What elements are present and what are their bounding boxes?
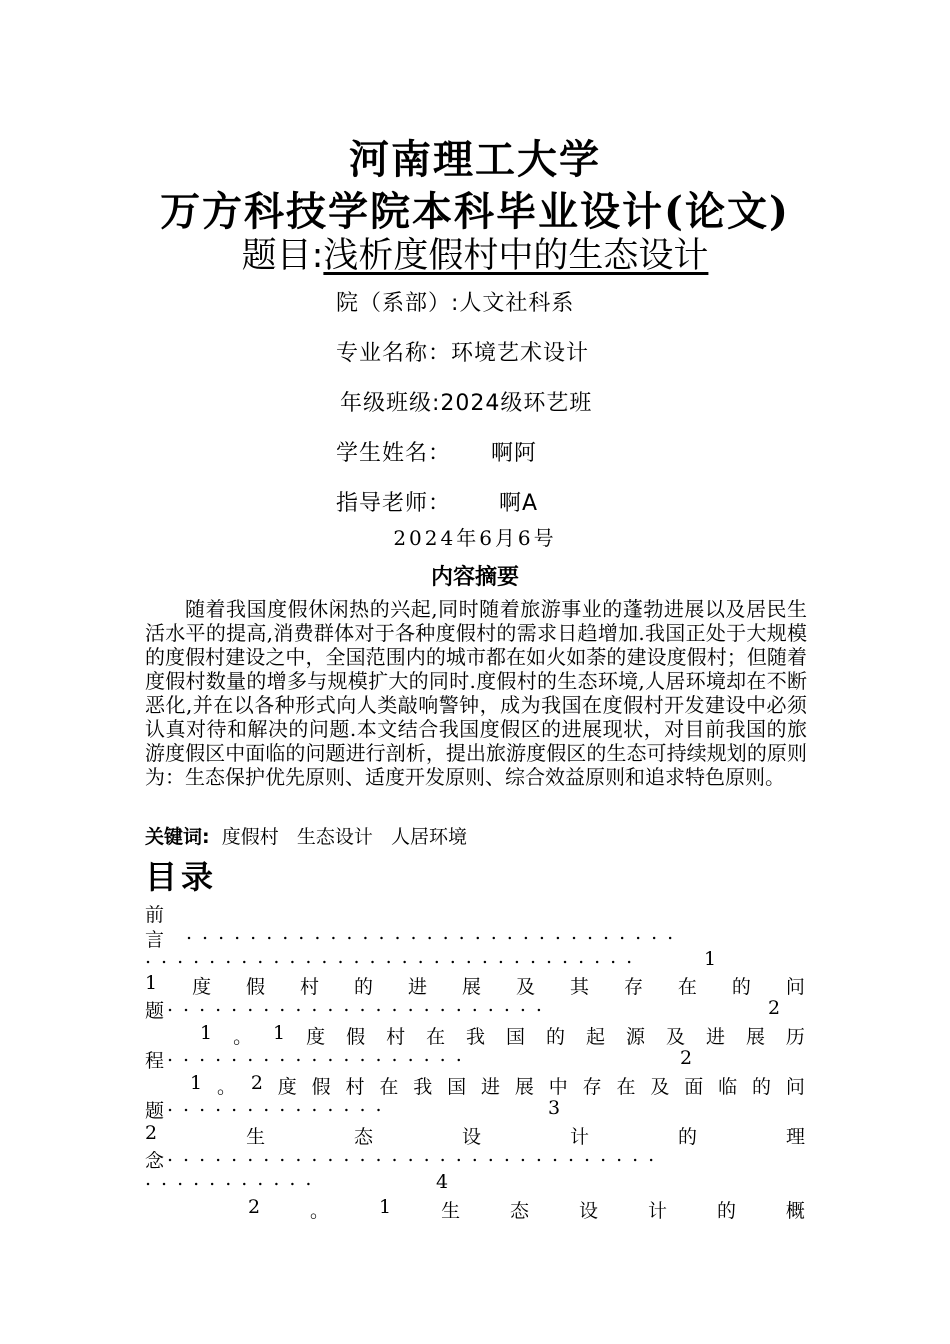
subject-label: 题目: (241, 236, 324, 276)
toc-entry-title: 1 度 假 村 的 进 展 及 其 存 在 的 问 (145, 972, 805, 998)
toc-dots: .............. (167, 1094, 392, 1116)
toc-entry-title: 题 (145, 1000, 165, 1022)
toc-entry-title: 题 (145, 1100, 165, 1122)
info-advisor: 指导老师： 啊A (336, 491, 539, 516)
thesis-date: 2024年6月6号 (393, 526, 557, 550)
toc-entry-title: 言 (145, 929, 165, 951)
toc-entry-title: 1 。 2 度 假 村 在 我 国 进 展 中 存 在 及 面 临 的 问 (190, 1072, 805, 1098)
toc-dots: ............................... (167, 1144, 665, 1166)
toc-dots: ........................ (167, 994, 552, 1016)
keywords-values: 度假村 生态设计 人居环境 (221, 826, 467, 848)
toc-page-number: 4 (436, 1171, 449, 1193)
toc-heading: 目录 (145, 858, 218, 896)
toc-dots: ........... (145, 1168, 322, 1190)
info-grade: 年级班级:2024级环艺班 (340, 391, 593, 416)
keywords-line (145, 822, 467, 849)
toc-page-number: 3 (548, 1097, 561, 1119)
abstract-paragraph: 随着我国度假休闲热的兴起,同时随着旅游事业的蓬勃进展以及居民生活水平的提高,消费群体对于各种度假村的需求日趋增加.我国正处于大规模的度假村建设之中，全国范围内的城市都在如火如荼的建设度假村；但随着度假村数量的增多与规模扩大的同时.度假村的生态环境,人居环境却在不断恶化,并在以各种形式向人类敲响警钟，成为我国在度假村开发建设中必须认真对待和解决的问题.本文结合我国度假区的进展现状，对目前我国的旅游度假区中面临的问题进行剖析，提出旅游度假区的生态可持续规划的原则为：生态保护优先原则、适度开发原则、综合效益原则和追求特色原则。 (145, 597, 807, 789)
info-student: 学生姓名： 啊阿 (336, 441, 537, 466)
university-name: 河南理工大学 (349, 136, 601, 183)
info-major: 专业名称：环境艺术设计 (336, 341, 590, 366)
toc-dots: ............................... (186, 922, 684, 944)
toc-page-number: 2 (768, 997, 781, 1019)
toc-dots: ............................... (145, 946, 643, 968)
toc-entry-title: 2 。 1 生 态 设 计 的 概 (248, 1196, 805, 1222)
toc-entry-title: 前 (145, 904, 165, 926)
abstract-heading: 内容摘要 (430, 565, 519, 590)
toc-entry-title: 念 (145, 1150, 165, 1172)
thesis-type-title: 万方科技学院本科毕业设计(论文) (160, 188, 790, 235)
toc-entry-title: 程 (145, 1050, 165, 1072)
keywords-label: 关键词: (145, 826, 210, 848)
subject-title: 浅析度假村中的生态设计 (323, 236, 709, 276)
toc-dots: ................... (167, 1044, 472, 1066)
thesis-subject (0, 228, 950, 278)
toc-page-number: 2 (680, 1047, 693, 1069)
info-department: 院（系部）:人文社科系 (336, 291, 575, 316)
toc-page-number: 1 (704, 948, 717, 970)
toc-entry-title: 2 生 态 设 计 的 理 (145, 1122, 805, 1148)
toc-entry-title: 1 。 1 度 假 村 在 我 国 的 起 源 及 进 展 历 (200, 1022, 805, 1048)
abstract-body (145, 597, 807, 789)
